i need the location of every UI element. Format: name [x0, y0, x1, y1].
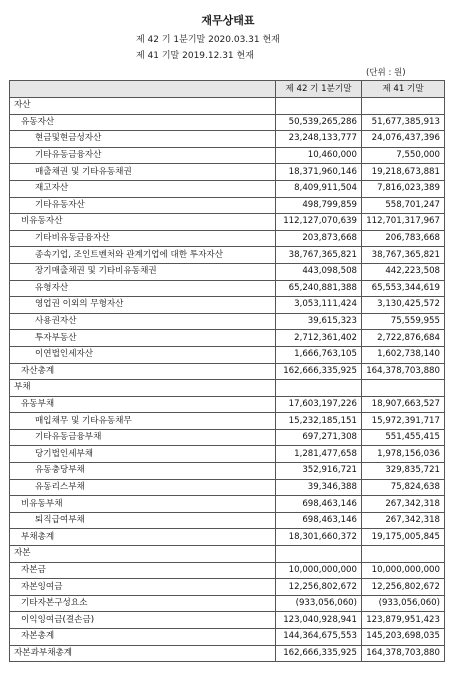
- current-value: 18,301,660,372: [276, 529, 362, 546]
- prior-value: 10,000,000,000: [362, 562, 445, 579]
- current-value: 10,460,000: [276, 147, 362, 164]
- table-row: [10, 363, 445, 380]
- prior-value: 75,559,955: [362, 313, 445, 330]
- row-label: 유동리스부채: [10, 479, 276, 496]
- prior-value: 1,978,156,036: [362, 446, 445, 463]
- table-row: [10, 197, 445, 214]
- table-row: [10, 396, 445, 413]
- row-label: 유동충당부채: [10, 463, 276, 480]
- current-value: 112,127,070,639: [276, 214, 362, 231]
- prior-value: 329,835,721: [362, 463, 445, 480]
- current-value: 50,539,265,286: [276, 114, 362, 131]
- current-value: 12,256,802,672: [276, 579, 362, 596]
- row-label: 자본금: [10, 562, 276, 579]
- row-label: 사용권자산: [10, 313, 276, 330]
- prior-value: 2,722,876,684: [362, 330, 445, 347]
- row-label: 부채: [10, 380, 276, 397]
- unit-label: (단위 : 원): [366, 68, 406, 78]
- header-prior-period: 제 41 기말: [362, 81, 445, 98]
- prior-value: 164,378,703,880: [362, 363, 445, 380]
- row-label: 투자부동산: [10, 330, 276, 347]
- row-label: 기타유동금융부채: [10, 429, 276, 446]
- row-label: 당기법인세부채: [10, 446, 276, 463]
- prior-value: 19,175,005,845: [362, 529, 445, 546]
- table-row: [10, 263, 445, 280]
- balance-sheet-table: [9, 80, 445, 662]
- table-row: [10, 230, 445, 247]
- table-row: [10, 330, 445, 347]
- prior-value: 145,203,698,035: [362, 629, 445, 646]
- row-label: 현금및현금성자산: [10, 131, 276, 148]
- current-value: 15,232,185,151: [276, 413, 362, 430]
- current-value: 203,873,668: [276, 230, 362, 247]
- current-value: [276, 546, 362, 563]
- current-value: 2,712,361,402: [276, 330, 362, 347]
- table-row: [10, 629, 445, 646]
- row-label: 비유동부채: [10, 496, 276, 513]
- table-row: [10, 180, 445, 197]
- prior-value: 267,342,318: [362, 496, 445, 513]
- table-row: [10, 131, 445, 148]
- row-label: 영업권 이외의 무형자산: [10, 297, 276, 314]
- table-row: [10, 147, 445, 164]
- current-value: 18,371,960,146: [276, 164, 362, 181]
- table-row: [10, 529, 445, 546]
- row-label: 매출채권 및 기타유동채권: [10, 164, 276, 181]
- table-row: [10, 98, 445, 115]
- current-value: 162,666,335,925: [276, 363, 362, 380]
- table-row: [10, 463, 445, 480]
- table-row: [10, 297, 445, 314]
- table-row: [10, 612, 445, 629]
- prior-value: 19,218,673,881: [362, 164, 445, 181]
- current-value: 123,040,928,941: [276, 612, 362, 629]
- table-row: [10, 280, 445, 297]
- table-row: [10, 413, 445, 430]
- prior-value: 551,455,415: [362, 429, 445, 446]
- header-current-period: 제 42 기 1분기말: [276, 81, 362, 98]
- row-label: 기타비유동금융자산: [10, 230, 276, 247]
- prior-value: [362, 546, 445, 563]
- row-label: 자산총계: [10, 363, 276, 380]
- row-label: 퇴직급여부채: [10, 512, 276, 529]
- current-value: 23,248,133,777: [276, 131, 362, 148]
- row-label: 부채총계: [10, 529, 276, 546]
- table-row: [10, 479, 445, 496]
- current-value: 352,916,721: [276, 463, 362, 480]
- table-header-row: [10, 81, 445, 98]
- row-label: 재고자산: [10, 180, 276, 197]
- table-row: [10, 429, 445, 446]
- prior-value: 18,907,663,527: [362, 396, 445, 413]
- table-body: [10, 98, 445, 662]
- table-row: [10, 114, 445, 131]
- current-value: 1,666,763,105: [276, 346, 362, 363]
- row-label: 자본과부채총계: [10, 645, 276, 662]
- row-label: 비유동자산: [10, 214, 276, 231]
- row-label: 자본: [10, 546, 276, 563]
- prior-value: 112,701,317,967: [362, 214, 445, 231]
- prior-value: 123,879,951,423: [362, 612, 445, 629]
- period-current: 제 42 기 1분기말 2020.03.31 현재: [136, 35, 280, 45]
- prior-value: [362, 98, 445, 115]
- prior-value: 558,701,247: [362, 197, 445, 214]
- row-label: 매입채무 및 기타유동채무: [10, 413, 276, 430]
- row-label: 이연법인세자산: [10, 346, 276, 363]
- row-label: 자본총계: [10, 629, 276, 646]
- row-label: 유형자산: [10, 280, 276, 297]
- prior-value: 1,602,738,140: [362, 346, 445, 363]
- prior-value: 3,130,425,572: [362, 297, 445, 314]
- prior-value: 267,342,318: [362, 512, 445, 529]
- current-value: (933,056,060): [276, 595, 362, 612]
- prior-value: 7,550,000: [362, 147, 445, 164]
- current-value: 38,767,365,821: [276, 247, 362, 264]
- prior-value: 7,816,023,389: [362, 180, 445, 197]
- header-label: [10, 81, 276, 98]
- row-label: 이익잉여금(결손금): [10, 612, 276, 629]
- row-label: 자산: [10, 98, 276, 115]
- row-label: 종속기업, 조인트벤처와 관계기업에 대한 투자자산: [10, 247, 276, 264]
- current-value: 39,615,323: [276, 313, 362, 330]
- current-value: [276, 380, 362, 397]
- prior-value: 12,256,802,672: [362, 579, 445, 596]
- prior-value: 65,553,344,619: [362, 280, 445, 297]
- table-row: [10, 346, 445, 363]
- row-label: 장기매출채권 및 기타비유동채권: [10, 263, 276, 280]
- table-row: [10, 562, 445, 579]
- current-value: 3,053,111,424: [276, 297, 362, 314]
- current-value: 144,364,675,553: [276, 629, 362, 646]
- current-value: 1,281,477,658: [276, 446, 362, 463]
- current-value: 162,666,335,925: [276, 645, 362, 662]
- table-row: [10, 579, 445, 596]
- current-value: 697,271,308: [276, 429, 362, 446]
- row-label: 기타유동자산: [10, 197, 276, 214]
- prior-value: 164,378,703,880: [362, 645, 445, 662]
- row-label: 기타유동금융자산: [10, 147, 276, 164]
- current-value: 443,098,508: [276, 263, 362, 280]
- table-row: [10, 247, 445, 264]
- table-row: [10, 512, 445, 529]
- prior-value: 75,824,638: [362, 479, 445, 496]
- prior-value: 442,223,508: [362, 263, 445, 280]
- table-row: [10, 595, 445, 612]
- prior-value: 24,076,437,396: [362, 131, 445, 148]
- prior-value: 38,767,365,821: [362, 247, 445, 264]
- row-label: 기타자본구성요소: [10, 595, 276, 612]
- prior-value: (933,056,060): [362, 595, 445, 612]
- current-value: 17,603,197,226: [276, 396, 362, 413]
- prior-value: 51,677,385,913: [362, 114, 445, 131]
- prior-value: [362, 380, 445, 397]
- current-value: 65,240,881,388: [276, 280, 362, 297]
- period-prior: 제 41 기말 2019.12.31 현재: [136, 51, 254, 61]
- row-label: 자본잉여금: [10, 579, 276, 596]
- current-value: 10,000,000,000: [276, 562, 362, 579]
- table-row: [10, 496, 445, 513]
- current-value: 698,463,146: [276, 512, 362, 529]
- current-value: 39,346,388: [276, 479, 362, 496]
- table-row: [10, 214, 445, 231]
- current-value: [276, 98, 362, 115]
- table-row: [10, 645, 445, 662]
- table-row: [10, 164, 445, 181]
- document-title: 재무상태표: [201, 14, 255, 27]
- row-label: 유동자산: [10, 114, 276, 131]
- table-row: [10, 446, 445, 463]
- table-row: [10, 313, 445, 330]
- current-value: 498,799,859: [276, 197, 362, 214]
- row-label: 유동부채: [10, 396, 276, 413]
- prior-value: 15,972,391,717: [362, 413, 445, 430]
- table-row: [10, 546, 445, 563]
- current-value: 698,463,146: [276, 496, 362, 513]
- current-value: 8,409,911,504: [276, 180, 362, 197]
- table-row: [10, 380, 445, 397]
- prior-value: 206,783,668: [362, 230, 445, 247]
